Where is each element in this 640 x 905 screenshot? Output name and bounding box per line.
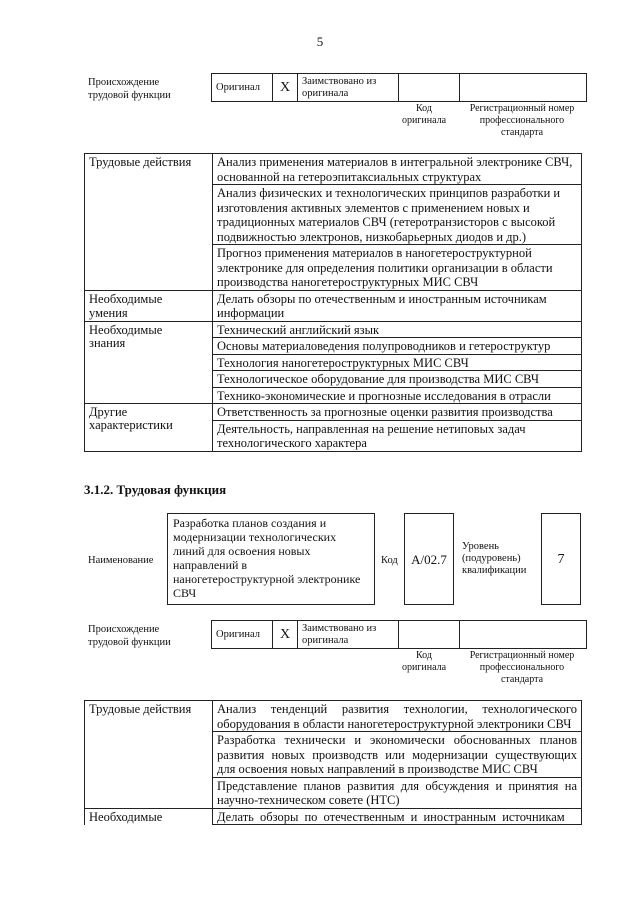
code-caption (392, 103, 456, 127)
skills-label-line2: умения (89, 306, 128, 320)
other-item: Деятельность, направленная на решение нетиповых задач технологического характера (213, 420, 582, 451)
knowledge-label-cont (85, 335, 213, 355)
level-label-line2: (подуровень) (462, 553, 521, 564)
borrowed-line2: оригинала (302, 87, 349, 99)
origin2-label-line1: Происхождение (88, 624, 160, 635)
function-name-box: Разработка планов создания и модернизации технологических линий для освоения новых направлений в наногетероструктурной электронике СВЧ (167, 513, 375, 605)
knowledge-item: Технологическое оборудование для производства МИС СВЧ (213, 371, 582, 388)
origin-reg-cell (460, 74, 587, 102)
origin-label (88, 76, 208, 102)
skill-item: Делать обзоры по отечественным и иностранным источникам информации (213, 290, 582, 321)
code-caption-2 (392, 650, 456, 674)
other-item: Ответственность за прогнозные оценки развития производства (213, 404, 582, 421)
skill-item: Делать обзоры по отечественным и иностранным источникам (213, 808, 582, 825)
label-spacer (85, 245, 213, 291)
function-table-1 (84, 153, 582, 452)
reg-caption-line3: стандарта (500, 127, 544, 138)
origin2-code-cell (399, 621, 460, 649)
labor-actions-label: Трудовые действия (85, 154, 213, 185)
knowledge-item: Технология наногетероструктурных МИС СВЧ (213, 354, 582, 371)
skills-label-line1: Необходимые (89, 291, 163, 306)
labor-actions-label-2: Трудовые действия (85, 701, 213, 732)
origin-label-line2: трудовой функции (88, 90, 171, 101)
labor-action-item: Разработка технически и экономически обоснованных планов развития новых производств или модернизации существующих для освоения новых направлений в производстве МИС СВЧ (213, 732, 582, 778)
origin-borrowed-label (298, 74, 399, 102)
code-caption-line2: оригинала (401, 115, 447, 126)
skills-label (85, 290, 213, 321)
labor-action-item: Анализ физических и технологических принципов разработки и изготовления активных элементов с применением новых и традиционных материалов СВЧ (гетеротранзисторов с высокой подвижностью электронов, низкобарьерных диодов и др.) (213, 185, 582, 245)
origin2-original-label: Оригинал (212, 621, 273, 649)
origin-mark: X (273, 74, 298, 102)
reg-caption-2 (456, 650, 588, 686)
origin2-mark: X (273, 621, 298, 649)
labor-action-item: Прогноз применения материалов в наногетероструктурной электронике для определения политики организации в области производства наногетероструктурных МИС СВЧ (213, 245, 582, 291)
origin-label-2 (88, 623, 208, 649)
code-caption-line1: Код (416, 103, 432, 114)
origin2-reg-caption-line3: стандарта (500, 674, 544, 685)
label-spacer (85, 777, 213, 808)
knowledge-item: Технический английский язык (213, 321, 582, 338)
function-table-2 (84, 700, 582, 825)
origin2-reg-caption-line2: профессионального (479, 662, 565, 673)
origin-table (211, 73, 587, 102)
origin-code-cell (399, 74, 460, 102)
other-label-line1: Другие (89, 405, 128, 419)
reg-caption-line2: профессионального (479, 115, 565, 126)
page-number: 5 (316, 34, 324, 49)
skills-label-2: Необходимые (85, 808, 213, 825)
labor-action-item: Анализ тенденций развития технологии, технологического оборудования в области наногетероструктурной электроники СВЧ (213, 701, 582, 732)
borrowed-line1: Заимствовано из (302, 75, 377, 87)
labor-action-item: Анализ применения материалов в интегральной электронике СВЧ, основанной на гетероэпитаксиальных структурах (213, 154, 582, 185)
origin2-label-line2: трудовой функции (88, 637, 171, 648)
knowledge-item: Основы материаловедения полупроводников и гетероструктур (213, 338, 582, 355)
origin2-code-caption-line1: Код (416, 650, 432, 661)
origin2-code-caption-line2: оригинала (401, 662, 447, 673)
level-label-line1: Уровень (462, 541, 499, 552)
knowledge-label-line2: знания (89, 335, 126, 350)
reg-caption (456, 103, 588, 139)
qualification-level-box: 7 (541, 513, 581, 605)
level-label (462, 541, 536, 577)
labor-action-item: Представление планов развития для обсуждения и принятия на научно-техническом совете (НТС) (213, 777, 582, 808)
function-code-box: А/02.7 (404, 513, 454, 605)
other-label-cont (85, 420, 213, 451)
origin2-reg-cell (460, 621, 587, 649)
origin-table-2 (211, 620, 587, 649)
origin-label-line1: Происхождение (88, 77, 160, 88)
origin2-borrowed-label (298, 621, 399, 649)
level-label-line3: квалификации (462, 565, 527, 576)
knowledge-item: Технико-экономические и прогнозные исследования в отрасли (213, 387, 582, 404)
label-spacer (85, 185, 213, 245)
origin2-borrowed-line2: оригинала (302, 634, 349, 646)
label-spacer (85, 732, 213, 778)
label-spacer (85, 387, 213, 404)
origin-original-label: Оригинал (212, 74, 273, 102)
label-spacer (85, 371, 213, 388)
code-label: Код (381, 555, 398, 566)
label-spacer (85, 354, 213, 371)
section-title: 3.1.2. Трудовая функция (84, 482, 227, 497)
knowledge-label-line1: Необходимые (89, 322, 163, 337)
origin2-borrowed-line1: Заимствовано из (302, 622, 377, 634)
origin2-reg-caption-line1: Регистрационный номер (469, 650, 575, 661)
other-label-line2: характеристики (89, 418, 173, 432)
reg-caption-line1: Регистрационный номер (469, 103, 575, 114)
naming-label: Наименование (88, 555, 154, 566)
